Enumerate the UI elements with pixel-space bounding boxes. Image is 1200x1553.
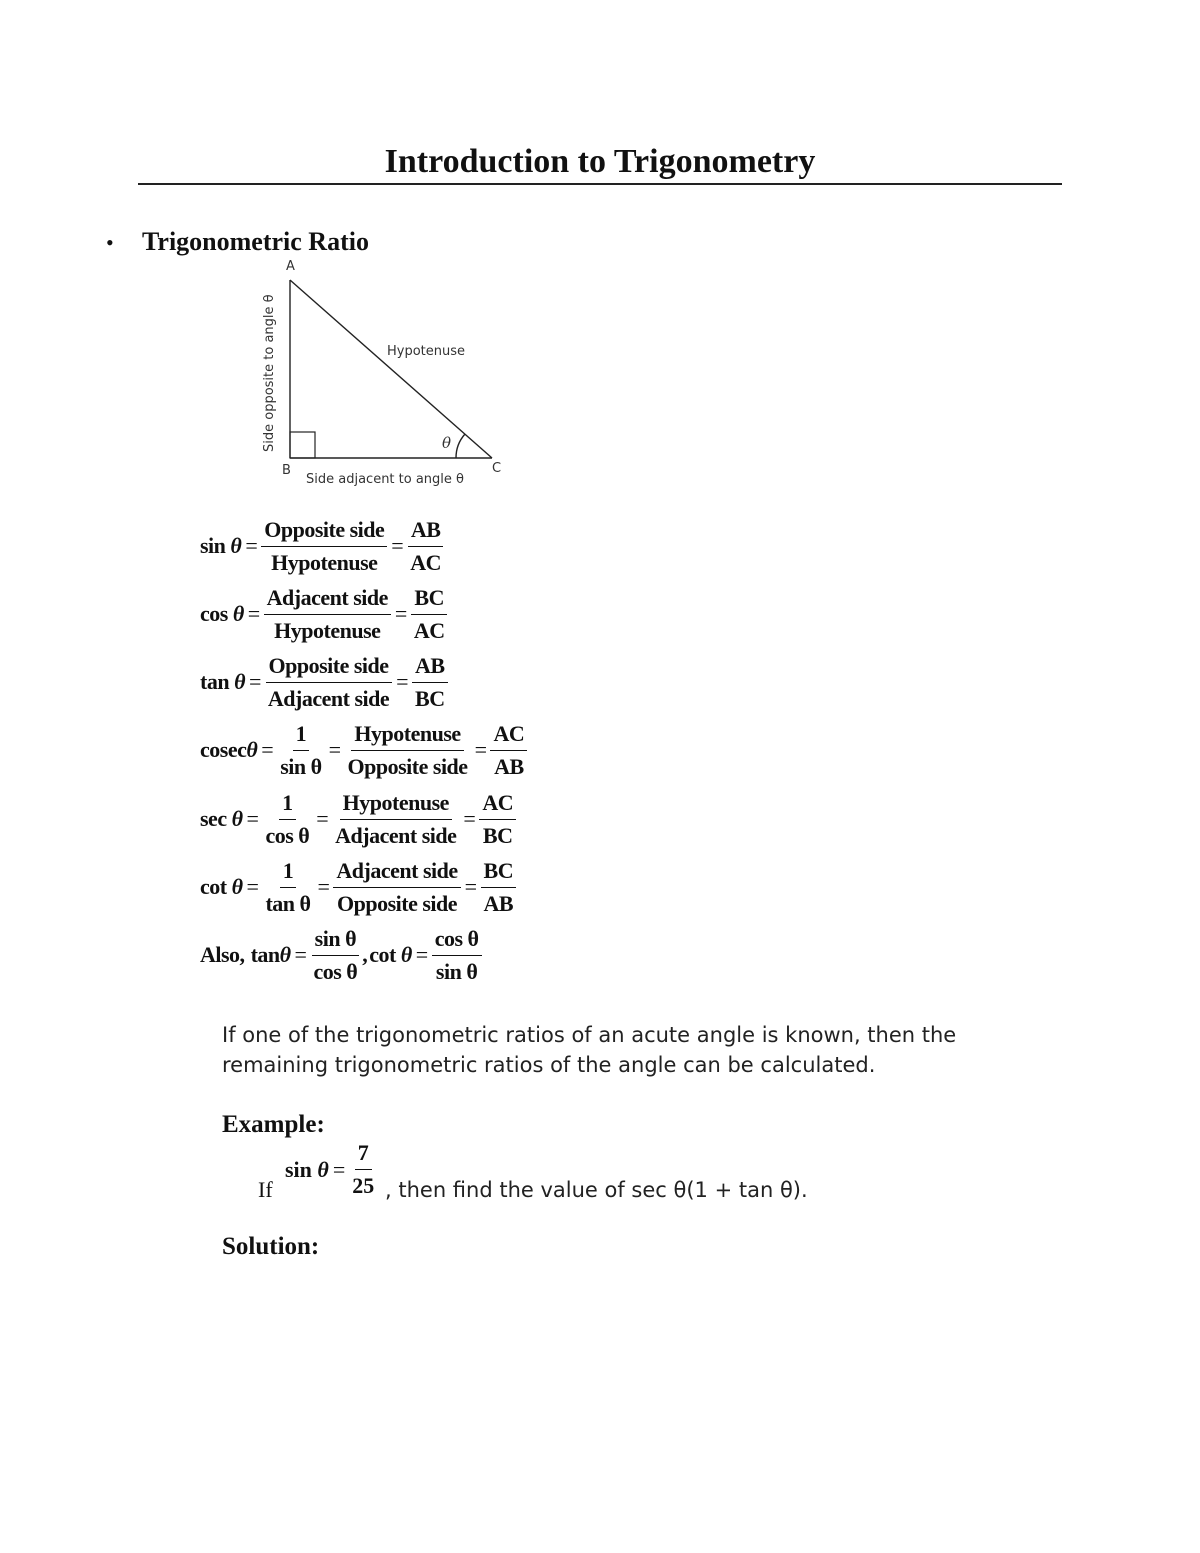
fraction: $\frac{AB}{BC}$ [412, 653, 448, 712]
example-heading: Example: [222, 1111, 325, 1138]
formula-lhs: sin θ [200, 533, 242, 558]
angle-arc [456, 434, 465, 458]
formula-lhs: cot θ [369, 942, 412, 967]
formula-lhs: tan θ [200, 669, 245, 694]
bullet-marker: • [106, 230, 114, 255]
formula-lhs: sin θ [285, 1156, 329, 1182]
formula-also: Also, tanθ = $\frac{\text{sin θ}}{\text{cos θ}}$ , cot θ = $\frac{\text{cos θ}}{\text{sin θ}}$ [200, 922, 482, 988]
fraction: $\frac{\text{Hypotenuse}}{\text{Adjacent side}}$ [335, 789, 457, 848]
theta-angle-label: θ [442, 434, 452, 452]
fraction: $\frac{\text{sin θ}}{\text{cos θ}}$ [313, 925, 358, 984]
example-if-word: If [258, 1177, 273, 1202]
fraction: $\frac{AC}{BC}$ [479, 790, 516, 849]
fraction: $\frac{\text{cos θ}}{\text{sin θ}}$ [432, 926, 482, 985]
fraction: $\frac{\text{Adjacent side}}{\text{Hypotenuse}}$ [264, 585, 391, 644]
fraction: $\frac{1}{\text{cos θ}}$ [265, 789, 310, 848]
page-title: Introduction to Trigonometry [384, 143, 816, 180]
formula-lhs: sec θ [200, 806, 243, 831]
fraction: $\frac{\text{Adjacent side}}{\text{Opposite side}}$ [333, 858, 460, 917]
vertex-b-label: B [282, 463, 291, 478]
also-prefix: Also, [200, 942, 245, 967]
fraction: $\frac{\text{Hypotenuse}}{\text{Opposite side}}$ [347, 720, 468, 779]
formula-cosec: cosecθ = $\frac{1}{\text{sin θ}}$ = $\frac{\text{Hypotenuse}}{\text{Opposite side}}$ = $\frac{AC}{AB}$ [200, 717, 527, 783]
fraction: $\frac{7}{25}$ [352, 1140, 375, 1198]
vertex-a-label: A [286, 259, 295, 274]
section-heading: Trigonometric Ratio [142, 227, 369, 256]
title-underline [138, 183, 1062, 185]
example-question: , then find the value of sec θ(1 + tan θ). [385, 1178, 808, 1202]
formula-lhs: tanθ [250, 942, 291, 967]
right-angle-marker [290, 432, 315, 458]
explanation-paragraph: If one of the trigonometric ratios of an acute angle is known, then the remaining trigonometric ratios of the angle can be calculated. [222, 1023, 957, 1077]
hypotenuse-line [290, 280, 492, 458]
formula-lhs: cot θ [200, 874, 243, 899]
vertex-c-label: C [492, 461, 502, 476]
formula-sec: sec θ = $\frac{1}{\text{cos θ}}$ = $\frac{\text{Hypotenuse}}{\text{Adjacent side}}$ = $\frac{AC}{BC}$ [200, 786, 516, 852]
solution-heading: Solution: [222, 1233, 320, 1260]
opposite-side-label: Side opposite to angle θ [262, 294, 277, 452]
formula-cos: cos θ = $\frac{\text{Adjacent side}}{\text{Hypotenuse}}$ = $\frac{BC}{AC}$ [200, 581, 448, 647]
fraction: $\frac{AC}{AB}$ [490, 721, 527, 780]
formula-cot: cot θ = $\frac{1}{\text{tan θ}}$ = $\frac{\text{Adjacent side}}{\text{Opposite side}}$ = $\frac{BC}{AB}$ [200, 854, 516, 920]
formula-sin: sin θ = $\frac{\text{Opposite side}}{\text{Hypotenuse}}$ = $\frac{AB}{AC}$ [200, 513, 444, 579]
separator: , [362, 942, 368, 967]
hypotenuse-label: Hypotenuse [387, 344, 466, 359]
formula-tan: tan θ = $\frac{\text{Opposite side}}{\text{Adjacent side}}$ = $\frac{AB}{BC}$ [200, 649, 448, 715]
fraction: $\frac{1}{\text{tan θ}}$ [265, 857, 311, 916]
right-triangle-diagram [240, 252, 510, 492]
formula-lhs: cos θ [200, 601, 244, 626]
fraction: $\frac{BC}{AC}$ [411, 585, 448, 644]
fraction: $\frac{1}{\text{sin θ}}$ [280, 720, 322, 779]
fraction: $\frac{AB}{AC}$ [407, 517, 444, 576]
example-given-formula: sin θ = $\frac{7}{25}$ [285, 1140, 377, 1199]
fraction: $\frac{\text{Opposite side}}{\text{Adjacent side}}$ [265, 653, 392, 712]
formula-lhs: cosecθ [200, 737, 258, 762]
fraction: $\frac{\text{Opposite side}}{\text{Hypotenuse}}$ [261, 517, 387, 576]
adjacent-side-label: Side adjacent to angle θ [306, 472, 464, 487]
fraction: $\frac{BC}{AB}$ [481, 858, 517, 917]
